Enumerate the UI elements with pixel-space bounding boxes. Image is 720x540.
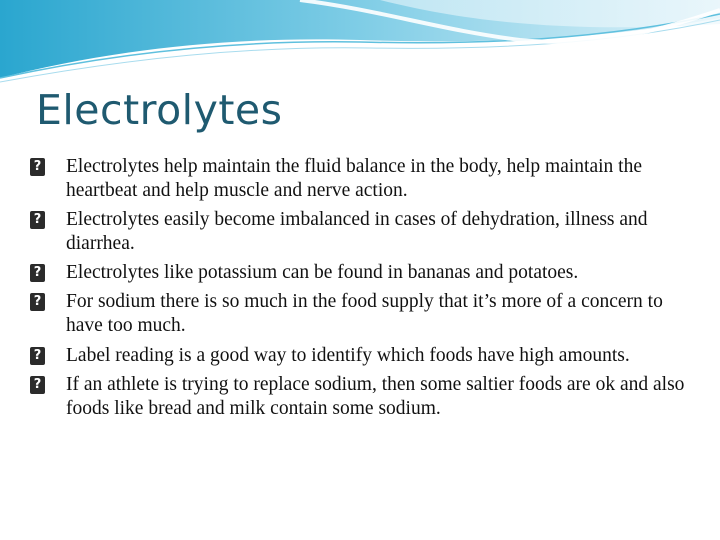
bullet-text: Electrolytes easily become imbalanced in cases of dehydration, illness and diarrhea.	[66, 209, 648, 254]
bullet-text: Label reading is a good way to identify which foods have high amounts.	[66, 344, 630, 366]
bullet-icon: ?	[30, 293, 45, 311]
bullet-item	[30, 344, 690, 368]
bullet-text: Electrolytes help maintain the fluid balance in the body, help maintain the heartbeat and help muscle and nerve action.	[66, 156, 642, 201]
bullet-text: Electrolytes like potassium can be found in bananas and potatoes.	[66, 262, 579, 284]
bullet-icon: ?	[30, 347, 45, 365]
bullet-icon: ?	[30, 376, 45, 394]
header-wave-decoration	[0, 0, 720, 90]
bullet-item	[30, 373, 690, 421]
bullet-item	[30, 155, 690, 203]
bullet-item	[30, 290, 690, 338]
bullet-icon: ?	[30, 158, 45, 176]
slide-title: Electrolytes	[36, 86, 283, 134]
bullet-icon: ?	[30, 264, 45, 282]
bullet-text: For sodium there is so much in the food supply that it’s more of a concern to have too much.	[66, 291, 663, 337]
bullet-text: If an athlete is trying to replace sodium, then some saltier foods are ok and also foods like bread and milk contain some sodium.	[66, 373, 685, 419]
bullet-item	[30, 261, 690, 285]
bullet-icon: ?	[30, 211, 45, 229]
bullet-list	[30, 155, 690, 426]
bullet-item	[30, 208, 690, 256]
